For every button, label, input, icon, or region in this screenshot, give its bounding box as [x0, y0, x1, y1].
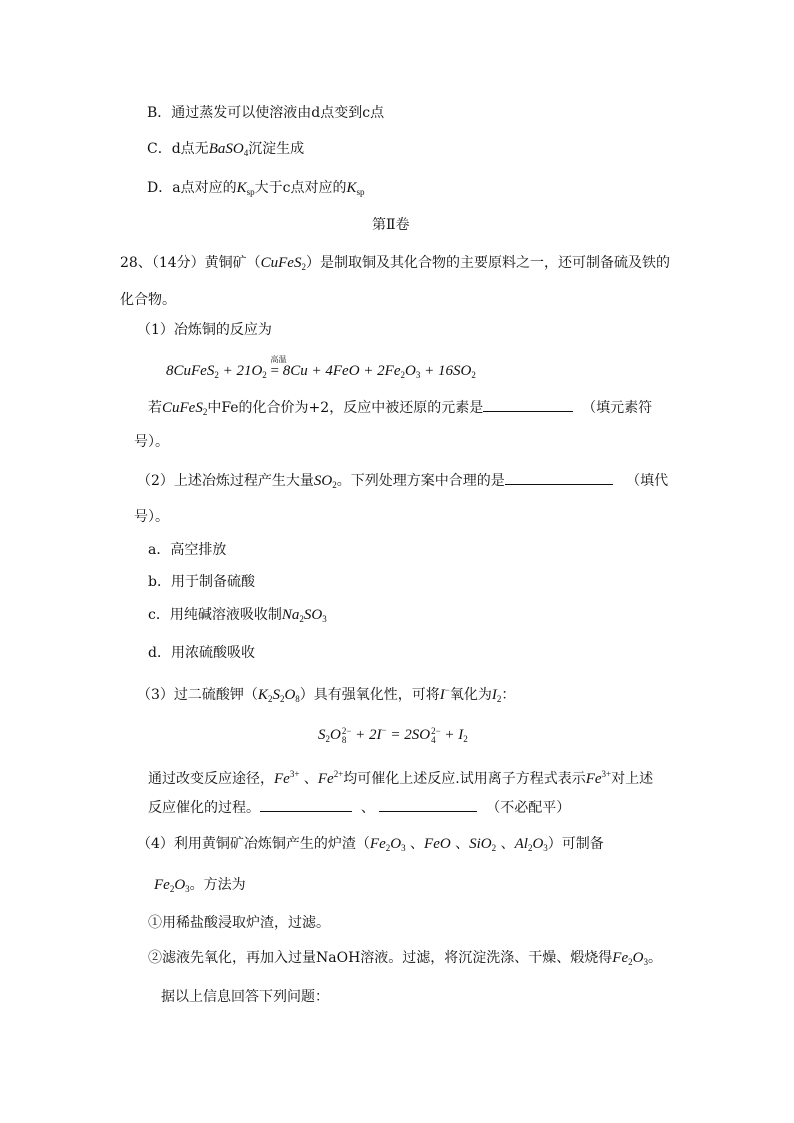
option-d-middle: 大于c点对应的 [254, 180, 347, 196]
ksp-symbol: $K_{sp}$ [236, 180, 255, 197]
part3-label: （3）过二硫酸钾$(K_2S_2O_8)$具有强氧化性，可将I−氧化为$I_2$： [137, 685, 516, 704]
answer-blank-4[interactable] [379, 797, 477, 812]
answer-blank-3[interactable] [260, 797, 352, 812]
answer-blank-1[interactable] [483, 397, 573, 412]
baso4-formula: BaSO$_4$ [208, 141, 249, 158]
q28-intro-line1: 28、（14分）黄铜矿（CuFeS$_2$）是制取铜及其化合物的主要原料之一，还可制备硫及铁的 [120, 255, 670, 272]
section-title: 第Ⅱ卷 [372, 217, 410, 233]
part3-text-line1: 通过改变反应途径，$Fe^{3+}$ 、$Fe^{2+}$均可催化上述反应.试用离子方程式表示$Fe^{3+}$对上述 [148, 769, 654, 787]
part1-question: 若CuFeS$_2$中Fe的化合价为+2，反应中被还原的元素是 （填元素符 [148, 397, 652, 422]
answer-blank-2[interactable] [505, 470, 613, 485]
part4-label: （4）利用黄铜矿冶炼铜产生的炉渣（$Fe_2O_3$ 、FeO 、SiO$_2$ 、$Al_2O_3$）可制备 [137, 836, 604, 853]
smelting-equation: 8CuFeS$_2$ + $21O_2$ 高温 = $8Cu + 4FeO + 2Fe_2O_3 + 16SO_2$ [166, 355, 476, 380]
ksp-symbol-2: $K_{sp}$ [346, 180, 365, 197]
part4-step2: ②滤液先氧化，再加入过量NaOH溶液。过滤，将沉淀洗涤、干燥、煅烧得$Fe_2O_3$。 [148, 950, 662, 967]
part2-option-a: a．高空排放 [148, 542, 227, 558]
option-d-prefix: D．a点对应的 [147, 180, 237, 196]
part4-step1: ①用稀盐酸浸取炉渣，过滤。 [148, 915, 330, 931]
cufes2-formula: CuFeS$_2$ [260, 255, 306, 272]
part2-label-cont: 号）。 [134, 509, 169, 525]
option-c [147, 139, 304, 163]
option-b [147, 103, 384, 123]
option-d [147, 178, 364, 202]
option-b-text: B．通过蒸发可以使溶液由d点变到c点 [147, 105, 385, 121]
part3-text-line2: 反应催化的过程。 、 （不必配平） [148, 797, 570, 818]
part1-question-cont: 号）。 [134, 434, 169, 450]
part4-tail: 据以上信息回答下列问题： [161, 989, 329, 1005]
part2-option-c: c．用纯碱溶液吸收制$Na_2SO_3$ [148, 607, 327, 624]
part2-label: （2）上述冶炼过程产生大量$SO_2$。下列处理方案中合理的是 （填代 [137, 470, 668, 495]
part4-label-cont: $Fe_2O_3$。方法为 [154, 877, 246, 894]
reaction-condition: 高温 = [270, 355, 287, 379]
option-c-prefix: C．d点无 [147, 141, 209, 157]
part2-option-b: b．用于制备硫酸 [148, 574, 255, 590]
persulfate-equation: $S_2O2-$ 8 + 2I− = 2SO2− $4 + I_2$ [318, 725, 468, 745]
option-c-suffix: 沉淀生成 [248, 141, 305, 157]
part2-option-d: d．用浓硫酸吸收 [148, 645, 255, 661]
q28-intro-line2: 化合物。 [120, 292, 176, 308]
part1-label: （1）冶炼铜的反应为 [137, 322, 272, 338]
